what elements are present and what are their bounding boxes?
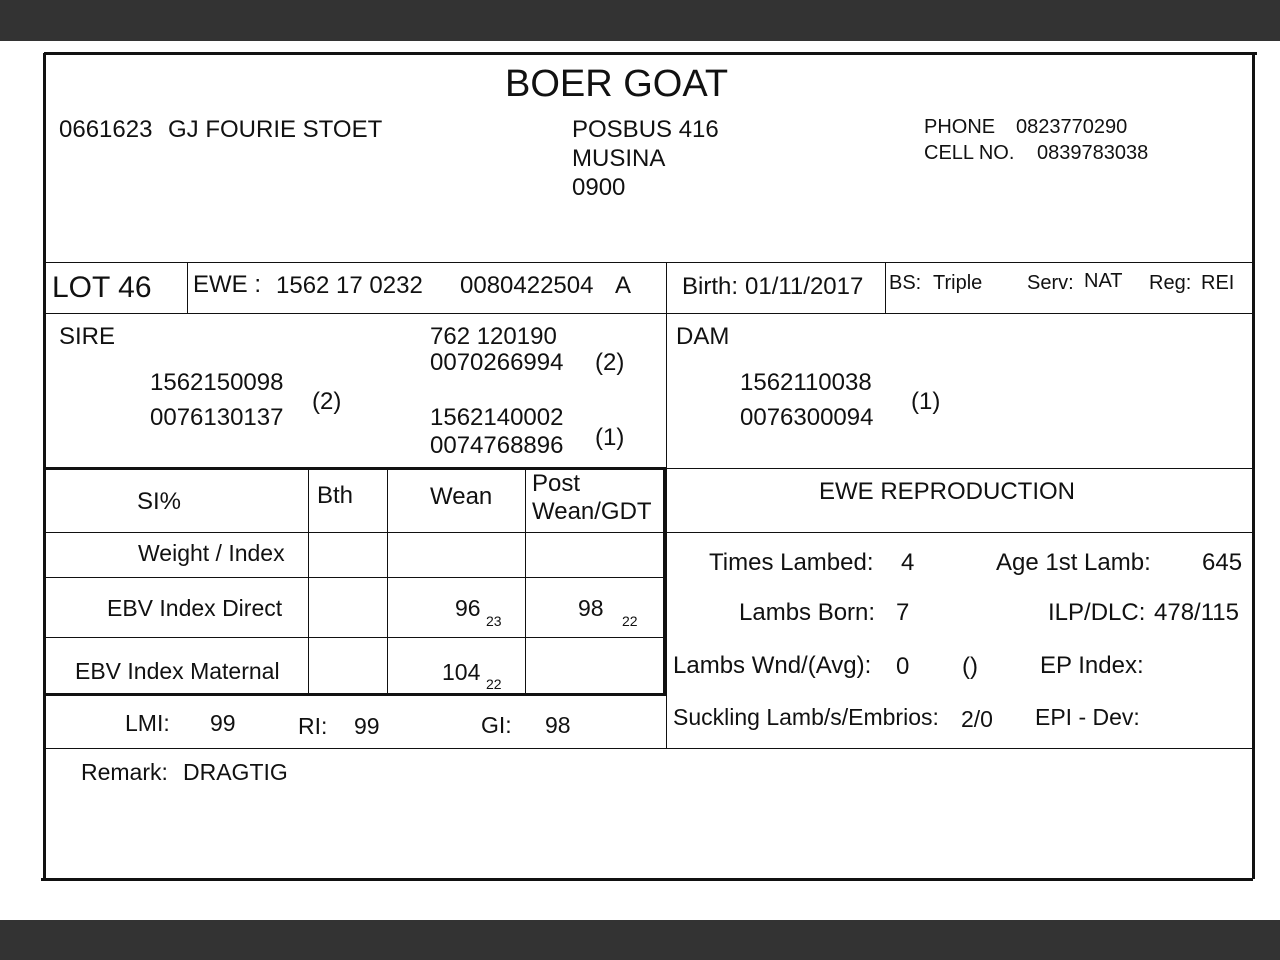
dam-grade: (1) — [911, 388, 941, 415]
sire-dam-reg: 0074768896 — [430, 432, 564, 459]
card-title: BOER GOAT — [505, 63, 729, 105]
divider-lot — [46, 313, 1253, 314]
ri-value: 99 — [354, 713, 380, 739]
lambs-born-label: Lambs Born: — [739, 599, 876, 626]
address-line-1: POSBUS 416 — [572, 116, 719, 143]
ebv-header-post: Post — [532, 470, 581, 497]
ilp-dlc-value: 478/115 — [1154, 599, 1239, 626]
bottom-bar — [0, 920, 1280, 960]
card-border-right — [1252, 53, 1255, 879]
ebv-col-right — [663, 469, 666, 696]
gi-value: 98 — [545, 712, 571, 738]
ebv-col-bth — [308, 469, 309, 694]
breeder-number: 0661623 — [59, 116, 153, 143]
remark-value: DRAGTIG — [183, 759, 288, 785]
ebv-row-line-1 — [46, 532, 666, 533]
bs-label: BS: — [889, 272, 922, 294]
lambs-born-value: 7 — [896, 599, 910, 626]
serv-label: Serv: — [1027, 272, 1074, 294]
sire-reg: 0076130137 — [150, 404, 284, 431]
birth-divider — [885, 263, 886, 313]
divider-remark — [46, 748, 1253, 749]
divider-pedigree-right — [666, 468, 1253, 469]
sire-sire-grade: (2) — [595, 349, 625, 376]
lmi-label: LMI: — [125, 710, 170, 736]
ebv-col-post — [525, 469, 526, 694]
sire-sire-reg: 0070266994 — [430, 349, 564, 376]
phone-label: PHONE — [924, 116, 996, 138]
lambs-weaned-label: Lambs Wnd/(Avg): — [673, 652, 872, 679]
ri-label: RI: — [298, 713, 328, 739]
dam-label: DAM — [676, 323, 730, 350]
cell-number: 0839783038 — [1037, 142, 1149, 164]
times-lambed-label: Times Lambed: — [709, 549, 874, 576]
maternal-wean-value: 104 — [442, 659, 481, 685]
card-border-top — [44, 52, 1257, 55]
ebv-row-direct: EBV Index Direct — [107, 595, 283, 621]
ewe-grade: A — [615, 272, 632, 299]
sire-grade: (2) — [312, 388, 342, 415]
repro-header-line — [666, 532, 1253, 533]
ebv-col-wean — [387, 469, 388, 694]
divider-header — [46, 262, 1253, 263]
reg-label: Reg: — [1149, 272, 1192, 294]
address-line-2: MUSINA — [572, 145, 666, 172]
epi-dev-label: EPI - Dev: — [1035, 704, 1140, 730]
sire-id: 1562150098 — [150, 369, 284, 396]
lmi-value: 99 — [210, 710, 236, 736]
maternal-wean-accuracy: 22 — [486, 676, 502, 692]
age-first-lamb-label: Age 1st Lamb: — [996, 549, 1151, 576]
dam-reg: 0076300094 — [740, 404, 874, 431]
ebv-row-maternal: EBV Index Maternal — [75, 658, 280, 684]
ewe-id: 1562 17 0232 — [276, 272, 423, 299]
ebv-row-weight: Weight / Index — [138, 540, 285, 566]
gi-label: GI: — [481, 712, 512, 738]
birth-date: 01/11/2017 — [745, 273, 864, 300]
dam-id: 1562110038 — [740, 369, 872, 396]
suckling-value: 2/0 — [961, 706, 993, 732]
ilp-dlc-label: ILP/DLC: — [1048, 599, 1146, 626]
direct-wean-accuracy: 23 — [486, 613, 502, 629]
direct-wean-value: 96 — [455, 595, 481, 621]
remark-label: Remark: — [81, 759, 168, 785]
repro-title: EWE REPRODUCTION — [819, 478, 1076, 505]
cell-label: CELL NO. — [924, 142, 1015, 164]
reg-value: REI — [1201, 272, 1235, 294]
ebv-header-bth: Bth — [317, 482, 354, 509]
ebv-header-si: SI% — [137, 488, 182, 515]
ebv-bottom-line — [46, 693, 666, 696]
phone-number: 0823770290 — [1016, 116, 1128, 138]
direct-post-accuracy: 22 — [622, 613, 638, 629]
times-lambed-value: 4 — [901, 549, 915, 576]
bs-value: Triple — [933, 272, 983, 294]
ewe-reg-number: 0080422504 — [460, 272, 594, 299]
direct-post-value: 98 — [578, 595, 604, 621]
sire-dam-grade: (1) — [595, 424, 625, 451]
sire-label: SIRE — [59, 323, 116, 350]
ebv-row-line-2 — [46, 577, 666, 578]
ebv-row-line-3 — [46, 637, 666, 638]
lambs-weaned-avg: () — [962, 653, 978, 680]
age-first-lamb-value: 645 — [1202, 549, 1243, 576]
sire-dam-id: 1562140002 — [430, 404, 564, 431]
lot-divider — [187, 263, 188, 313]
center-divider — [666, 263, 667, 749]
top-bar — [0, 0, 1280, 41]
lambs-weaned-value: 0 — [896, 653, 910, 680]
lot-number: LOT 46 — [52, 271, 152, 304]
ep-index-label: EP Index: — [1040, 652, 1144, 679]
address-line-3: 0900 — [572, 174, 626, 201]
serv-value: NAT — [1084, 270, 1123, 292]
birth-label: Birth: — [682, 273, 739, 300]
ebv-header-post-gdt: Wean/GDT — [532, 498, 652, 525]
ewe-label: EWE : — [193, 271, 262, 298]
card-border-bottom — [41, 878, 1253, 881]
breeder-name: GJ FOURIE STOET — [168, 116, 383, 143]
suckling-label: Suckling Lamb/s/Embrios: — [673, 704, 939, 730]
sire-sire-id: 762 120190 — [430, 323, 557, 350]
ebv-header-wean: Wean — [430, 483, 493, 510]
